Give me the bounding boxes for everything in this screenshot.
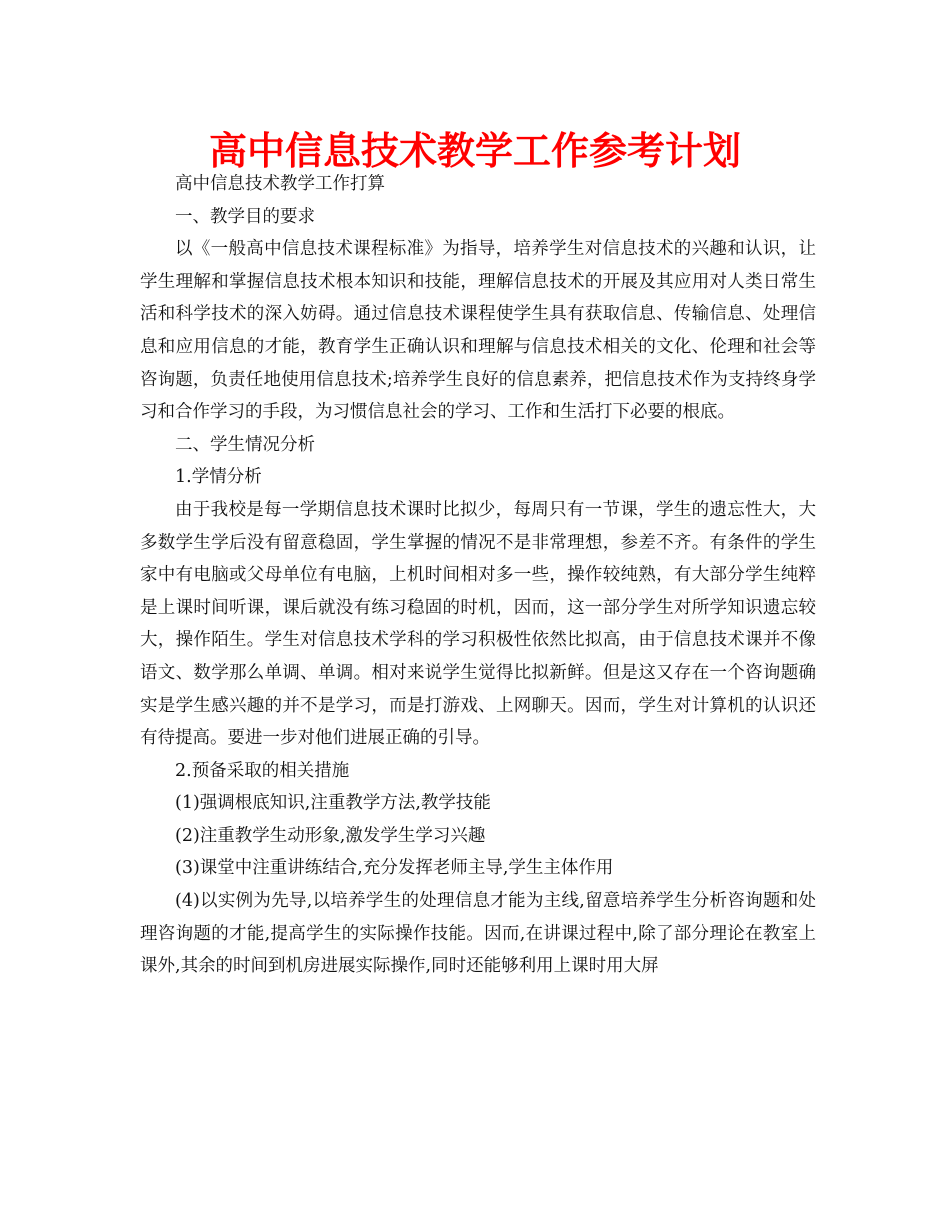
paragraph-subtitle: 高中信息技术教学工作打算 <box>175 174 385 194</box>
heading-teaching-goals: 一、教学目的要求 <box>175 206 315 227</box>
list-item-measure-3: (3)课堂中注重讲练结合,充分发挥老师主导,学生主体作用 <box>175 858 614 879</box>
paragraph-learning-analysis: 由于我校是每一学期信息技术课时比拟少，每周只有一节课，学生的遗忘性大，大多数学生学后没有留意稳固，学生掌握的情况不是非常理想，参差不齐。有条件的学生家中有电脑或父母单位有电脑，上机时间相对多一些，操作较纯熟，有大部分学生纯粹是上课时间听课，课后就没有练习稳固的时机，因而，这一部分学生对所学知识遗忘较大，操作陌生。学生对信息技术学科的学习积极性依然比拟高，由于信息技术课并不像语文、数学那么单调、单调。相对来说学生觉得比拟新鲜。但是这又存在一个咨询题确实是学生感兴趣的并不是学习，而是打游戏、上网聊天。因而，学生对计算机的认识还有待提高。要进一步对他们进展正确的引导。 <box>140 499 816 749</box>
heading-student-analysis: 二、学生情况分析 <box>175 434 315 455</box>
subheading-learning-analysis: 1.学情分析 <box>175 467 262 488</box>
list-item-measure-2: (2)注重教学生动形象,激发学生学习兴趣 <box>175 825 486 846</box>
list-item-measure-1: (1)强调根底知识,注重教学方法,教学技能 <box>175 793 491 814</box>
paragraph-teaching-goals: 以《一般高中信息技术课程标准》为指导，培养学生对信息技术的兴趣和认识，让学生理解和掌握信息技术根本知识和技能，理解信息技术的开展及其应用对人类日常生活和科学技术的深入妨碍。通过信息技术课程使学生具有获取信息、传输信息、处理信息和应用信息的才能，教育学生正确认识和理解与信息技术相关的文化、伦理和社会等咨询题，负责任地使用信息技术;培养学生良好的信息素养，把信息技术作为支持终身学习和合作学习的手段，为习惯信息社会的学习、工作和生活打下必要的根底。 <box>140 239 816 423</box>
subheading-measures: 2.预备采取的相关措施 <box>175 760 350 781</box>
document-body <box>140 168 816 983</box>
list-item-measure-4: (4)以实例为先导,以培养学生的处理信息才能为主线,留意培养学生分析咨询题和处理咨询题的才能,提高学生的实际操作技能。因而,在讲课过程中,除了部分理论在教室上课外,其余的时间到机房进展实际操作,同时还能够利用上课时用大屏 <box>140 891 816 977</box>
document-title: 高中信息技术教学工作参考计划 <box>208 128 741 173</box>
